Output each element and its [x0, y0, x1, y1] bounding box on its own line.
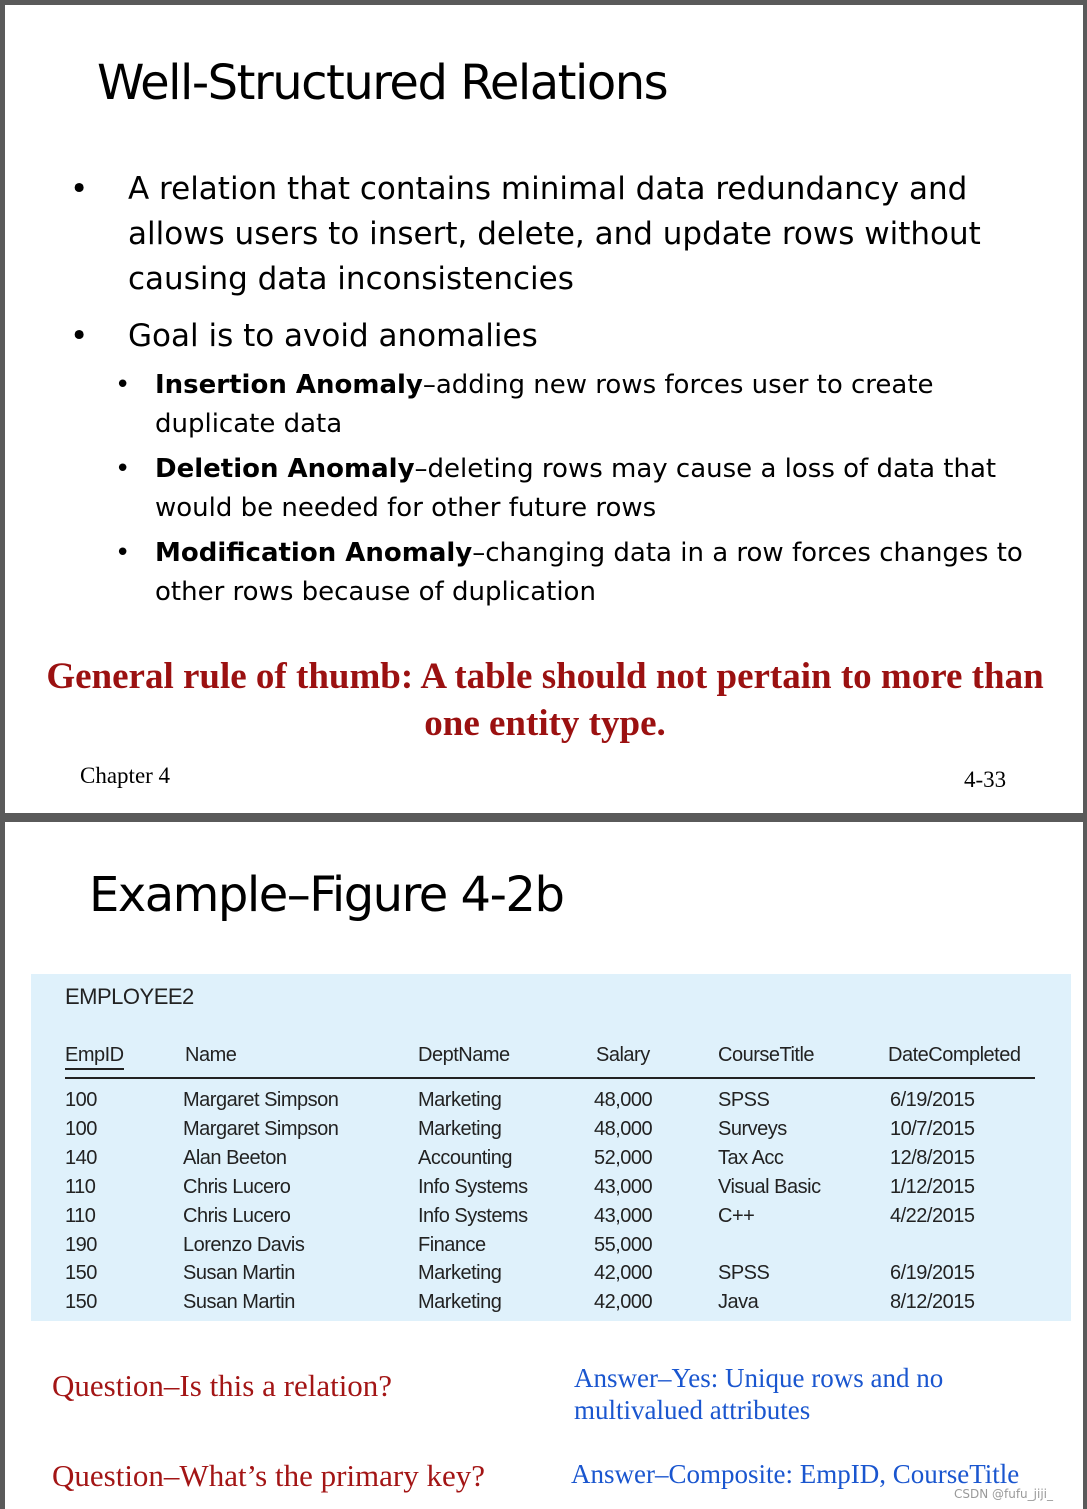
cell-datecompleted: 10/7/2015 — [890, 1117, 975, 1140]
question-relation: Question–Is this a relation? — [52, 1368, 393, 1403]
cell-coursetitle: SPSS — [718, 1262, 770, 1285]
footer-page-number: 4-33 — [964, 767, 1007, 792]
answer-primary-key: Answer–Composite: EmpID, CourseTitle — [571, 1459, 1020, 1489]
slide-title: Well-Structured Relations — [97, 55, 668, 111]
cell-name: Alan Beeton — [183, 1146, 287, 1169]
sub-bullet-text: –changing data in a row forces changes to other rows because of duplication — [155, 538, 1023, 607]
bullet-icon: • — [115, 454, 131, 484]
bullet-item — [70, 167, 1028, 302]
cell-deptname: Info Systems — [418, 1175, 528, 1198]
sub-bullet-item — [115, 534, 1035, 612]
cell-salary: 42,000 — [594, 1262, 653, 1285]
cell-name: Margaret Simpson — [183, 1117, 339, 1140]
cell-salary: 48,000 — [594, 1117, 653, 1140]
cell-salary: 48,000 — [594, 1089, 653, 1111]
sub-bullet-item — [115, 450, 1035, 528]
cell-coursetitle: Tax Acc — [718, 1146, 784, 1169]
cell-salary: 43,000 — [594, 1175, 653, 1198]
sub-bullet-term: Deletion Anomaly — [155, 454, 415, 484]
cell-coursetitle: Visual Basic — [718, 1175, 821, 1198]
rule-of-thumb: General rule of thumb: A table should not pertain to more than one entity type. — [46, 656, 1044, 744]
footer-chapter: Chapter 4 — [80, 763, 171, 788]
cell-datecompleted: 6/19/2015 — [890, 1262, 975, 1285]
cell-datecompleted: 8/12/2015 — [890, 1291, 975, 1314]
cell-deptname: Marketing — [418, 1089, 502, 1111]
bullet-item — [70, 314, 1028, 359]
cell-empid: 140 — [65, 1146, 97, 1169]
cell-datecompleted: 1/12/2015 — [890, 1175, 975, 1198]
sub-bullet-item — [115, 366, 1035, 444]
cell-name: Susan Martin — [183, 1291, 295, 1314]
column-header-salary: Salary — [596, 1044, 650, 1066]
cell-name: Susan Martin — [183, 1262, 295, 1285]
cell-name: Margaret Simpson — [183, 1089, 339, 1111]
bullet-icon: • — [115, 370, 131, 400]
column-header-deptname: DeptName — [418, 1044, 510, 1066]
bullet-icon: • — [115, 538, 131, 568]
bullet-icon: • — [70, 171, 89, 207]
cell-coursetitle: C++ — [718, 1204, 755, 1227]
cell-deptname: Marketing — [418, 1117, 502, 1140]
cell-empid: 150 — [65, 1262, 97, 1285]
question-primary-key: Question–What’s the primary key? — [52, 1458, 486, 1493]
sub-bullet-text: –deleting rows may cause a loss of data that would be needed for other future rows — [155, 454, 997, 523]
cell-salary: 43,000 — [594, 1204, 653, 1227]
cell-name: Chris Lucero — [183, 1175, 291, 1198]
column-header-empid: EmpID — [65, 1044, 124, 1070]
cell-deptname: Finance — [418, 1233, 486, 1256]
cell-empid: 110 — [65, 1204, 96, 1227]
sub-bullet-term: Modification Anomaly — [155, 538, 473, 568]
cell-deptname: Info Systems — [418, 1204, 528, 1227]
cell-deptname: Marketing — [418, 1262, 502, 1285]
column-header-name: Name — [185, 1044, 237, 1066]
bullet-text: A relation that contains minimal data redundancy and allows users to insert, delete, and update rows without causing data inconsistencies — [128, 171, 981, 297]
cell-name: Lorenzo Davis — [183, 1233, 305, 1256]
cell-deptname: Accounting — [418, 1146, 512, 1169]
cell-empid: 100 — [65, 1089, 97, 1111]
cell-coursetitle: Surveys — [718, 1117, 787, 1140]
cell-empid: 100 — [65, 1117, 97, 1140]
bullet-text: Goal is to avoid anomalies — [128, 318, 538, 354]
cell-datecompleted: 6/19/2015 — [890, 1089, 975, 1111]
cell-empid: 190 — [65, 1233, 97, 1256]
slide-example-figure — [5, 822, 1083, 1509]
cell-salary: 42,000 — [594, 1291, 653, 1314]
cell-salary: 55,000 — [594, 1233, 653, 1256]
column-header — [65, 1044, 124, 1067]
cell-empid: 150 — [65, 1291, 97, 1314]
cell-name: Chris Lucero — [183, 1204, 291, 1227]
cell-salary: 52,000 — [594, 1146, 653, 1169]
cell-empid: 110 — [65, 1175, 96, 1198]
cell-deptname: Marketing — [418, 1291, 502, 1314]
slide-title: Example–Figure 4-2b — [89, 867, 564, 923]
column-header-coursetitle: CourseTitle — [718, 1044, 815, 1066]
cell-coursetitle: Java — [718, 1291, 759, 1314]
cell-datecompleted: 4/22/2015 — [890, 1204, 975, 1227]
column-header-datecompleted: DateCompleted — [888, 1044, 1021, 1066]
watermark: CSDN @fufu_jiji_ — [953, 1487, 1053, 1501]
cell-datecompleted: 12/8/2015 — [890, 1146, 975, 1169]
bullet-icon: • — [70, 318, 89, 354]
sub-bullet-text: –adding new rows forces user to create duplicate data — [155, 370, 934, 439]
table-name: EMPLOYEE2 — [65, 984, 194, 1009]
cell-coursetitle: SPSS — [718, 1089, 770, 1111]
header-divider — [65, 1077, 1035, 1079]
slide-well-structured-relations — [5, 5, 1083, 813]
sub-bullet-term: Insertion Anomaly — [155, 370, 423, 400]
employee2-table — [31, 974, 1071, 1321]
answer-relation: Answer–Yes: Unique rows and no multivalued attributes — [574, 1363, 944, 1425]
